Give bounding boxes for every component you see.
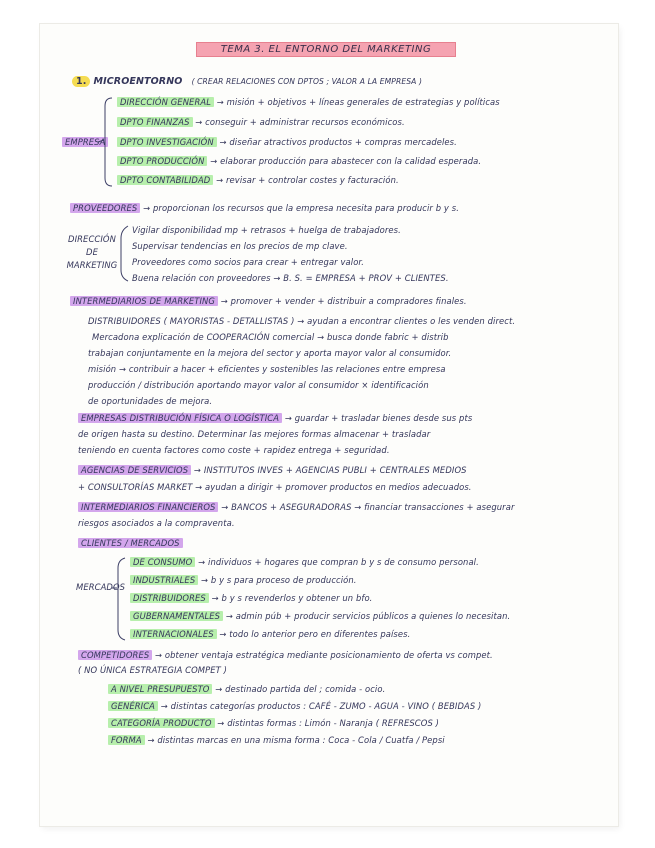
financieros-line: INTERMEDIARIOS FINANCIEROS → BANCOS + ASEGURADORAS → financiar transacciones + asegurar <box>78 502 515 513</box>
logistica-line: de origen hasta su destino. Determinar las mejores formas almacenar + trasladar <box>78 429 431 439</box>
intermediarios-line: INTERMEDIARIOS DE MARKETING → promover + vender + distribuir a compradores finales. <box>70 296 467 307</box>
comp-name: CATEGORÍA PRODUCTO <box>108 718 215 728</box>
mercado-text: b y s para proceso de producción. <box>210 575 357 585</box>
mercado-text: todo lo anterior pero en diferentes países. <box>229 629 411 639</box>
microentorno-label: MICROENTORNO <box>93 76 183 87</box>
empresa-label-line <box>62 137 108 148</box>
list-item: CATEGORÍA PRODUCTO → distintas formas : Limón - Naranja ( REFRESCOS ) <box>108 718 439 729</box>
dept-text: misión + objetivos + líneas generales de estrategias y políticas <box>226 97 500 107</box>
comp-text: distintas formas : Limón - Naranja ( REFRESCOS ) <box>227 718 439 728</box>
list-item: A NIVEL PRESUPUESTO → destinado partida del ; comida - ocio. <box>108 684 385 695</box>
list-item: Proveedores como socios para crear + entregar valor. <box>132 257 364 267</box>
list-item: INDUSTRIALES → b y s para proceso de producción. <box>130 575 357 586</box>
mercado-text: admin púb + producir servicios públicos a quienes lo necesitan. <box>235 611 511 621</box>
list-item: Supervisar tendencias en los precios de mp clave. <box>132 241 348 251</box>
agencias-line: + CONSULTORÍAS MARKET → ayudan a dirigir + promover productos en medios adecuados. <box>78 482 472 492</box>
intermediarios-label: INTERMEDIARIOS DE MARKETING <box>70 296 218 306</box>
competidores-text: obtener ventaja estratégica mediante posicionamiento de oferta vs compet. <box>164 650 493 660</box>
list-item: GENÉRICA → distintas categorías productos : CAFÉ - ZUMO - AGUA - VINO ( BEBIDAS ) <box>108 701 481 712</box>
comp-name: A NIVEL PRESUPUESTO <box>108 684 212 694</box>
empresa-label: EMPRESA <box>62 137 108 147</box>
mercado-text: b y s revenderlos y obtener un bfo. <box>221 593 373 603</box>
distribuidores-line: DISTRIBUIDORES ( MAYORISTAS - DETALLISTAS ) → ayudan a encontrar clientes o les venden direct. <box>88 316 516 326</box>
proveedores-label: PROVEEDORES <box>70 203 140 213</box>
distribuidores-line: de oportunidades de mejora. <box>88 396 213 406</box>
clientes-line <box>78 538 183 549</box>
microentorno-subtitle: ( CREAR RELACIONES CON DPTOS ; VALOR A LA EMPRESA ) <box>191 77 423 86</box>
agencias-line: AGENCIAS DE SERVICIOS → INSTITUTOS INVES + AGENCIAS PUBLI + CENTRALES MEDIOS <box>78 465 467 476</box>
financieros-text: BANCOS + ASEGURADORAS → financiar transacciones + asegurar <box>231 502 515 512</box>
intermediarios-text: promover + vender + distribuir a compradores finales. <box>230 296 467 306</box>
list-item: DIRECCIÓN GENERAL → misión + objetivos + líneas generales de estrategias y políticas <box>117 97 500 108</box>
dept-name: DPTO FINANZAS <box>117 117 193 127</box>
direccion-marketing-label: DIRECCIÓN DE MARKETING <box>66 234 118 270</box>
mercado-name: GUBERNAMENTALES <box>130 611 223 621</box>
mercado-text: individuos + hogares que compran b y s de consumo personal. <box>208 557 479 567</box>
comp-name: FORMA <box>108 735 145 745</box>
cooperacion-line: Mercadona explicación de COOPERACIÓN comercial → busca donde fabric + distrib <box>92 332 449 342</box>
list-item: FORMA → distintas marcas en una misma forma : Coca - Cola / Cuatfa / Pepsi <box>108 735 445 746</box>
list-item: Buena relación con proveedores → B. S. = EMPRESA + PROV + CLIENTES. <box>132 273 449 283</box>
logistica-label: EMPRESAS DISTRIBUCIÓN FÍSICA O LOGÍSTICA <box>78 413 282 423</box>
logistica-text: guardar + trasladar bienes desde sus pts <box>294 413 473 423</box>
distribuidores-line: trabajan conjuntamente en la mejora del sector y aporta mayor valor al consumidor. <box>88 348 452 358</box>
list-item: DISTRIBUIDORES → b y s revenderlos y obtener un bfo. <box>130 593 372 604</box>
clientes-label: CLIENTES / MERCADOS <box>78 538 183 548</box>
list-item: DPTO CONTABILIDAD → revisar + controlar costes y facturación. <box>117 175 399 186</box>
agencias-label: AGENCIAS DE SERVICIOS <box>78 465 191 475</box>
comp-text: distintas categorías productos : CAFÉ - ZUMO - AGUA - VINO ( BEBIDAS ) <box>170 701 482 711</box>
mercado-name: INTERNACIONALES <box>130 629 217 639</box>
dept-text: elaborar producción para abastecer con la calidad esperada. <box>220 156 482 166</box>
dept-name: DIRECCIÓN GENERAL <box>117 97 214 107</box>
list-item: DPTO FINANZAS → conseguir + administrar recursos económicos. <box>117 117 405 128</box>
dept-text: revisar + controlar costes y facturación. <box>225 175 399 185</box>
dept-name: DPTO CONTABILIDAD <box>117 175 213 185</box>
list-item: DPTO PRODUCCIÓN → elaborar producción para abastecer con la calidad esperada. <box>117 156 481 167</box>
list-item: Vigilar disponibilidad mp + retrasos + huelga de trabajadores. <box>132 225 401 235</box>
agencias-text: INSTITUTOS INVES + AGENCIAS PUBLI + CENTRALES MEDIOS <box>203 465 467 475</box>
list-item: GUBERNAMENTALES → admin púb + producir servicios públicos a quienes lo necesitan. <box>130 611 510 622</box>
dept-text: conseguir + administrar recursos económicos. <box>205 117 405 127</box>
distribuidores-line: misión → contribuir a hacer + eficientes y sostenibles las relaciones entre empresa <box>88 364 446 374</box>
list-item: DPTO INVESTIGACIÓN → diseñar atractivos productos + compras mercadeles. <box>117 137 457 148</box>
proveedores-line: PROVEEDORES → proporcionan los recursos que la empresa necesita para producir b y s. <box>70 203 459 214</box>
section-number: 1. <box>72 76 90 87</box>
dept-name: DPTO PRODUCCIÓN <box>117 156 207 166</box>
dept-name: DPTO INVESTIGACIÓN <box>117 137 217 147</box>
financieros-label: INTERMEDIARIOS FINANCIEROS <box>78 502 218 512</box>
proveedores-text: proporcionan los recursos que la empresa necesita para producir b y s. <box>153 203 459 213</box>
comp-text: destinado partida del ; comida - ocio. <box>225 684 386 694</box>
comp-text: distintas marcas en una misma forma : Coca - Cola / Cuatfa / Pepsi <box>157 735 445 745</box>
list-item: DE CONSUMO → individuos + hogares que compran b y s de consumo personal. <box>130 557 479 568</box>
comp-name: GENÉRICA <box>108 701 158 711</box>
microentorno-heading <box>72 76 422 87</box>
mercado-name: DISTRIBUIDORES <box>130 593 209 603</box>
competidores-label: COMPETIDORES <box>78 650 152 660</box>
page-title: TEMA 3. EL ENTORNO DEL MARKETING <box>196 42 456 57</box>
competidores-sub: ( NO ÚNICA ESTRATEGIA COMPET ) <box>78 665 228 675</box>
mercado-name: DE CONSUMO <box>130 557 195 567</box>
financieros-line: riesgos asociados a la compraventa. <box>78 518 235 528</box>
logistica-line: teniendo en cuenta factores como coste + rapidez entrega + seguridad. <box>78 445 390 455</box>
list-item: INTERNACIONALES → todo lo anterior pero en diferentes países. <box>130 629 410 640</box>
mercado-name: INDUSTRIALES <box>130 575 198 585</box>
dept-text: diseñar atractivos productos + compras mercadeles. <box>229 137 457 147</box>
competidores-line: COMPETIDORES → obtener ventaja estratégica mediante posicionamiento de oferta vs compet. <box>78 650 493 661</box>
distribuidores-line: producción / distribución aportando mayor valor al consumidor × identificación <box>88 380 429 390</box>
mercados-label: MERCADOS <box>76 582 126 592</box>
logistica-line: EMPRESAS DISTRIBUCIÓN FÍSICA O LOGÍSTICA → guardar + trasladar bienes desde sus pts <box>78 413 472 424</box>
